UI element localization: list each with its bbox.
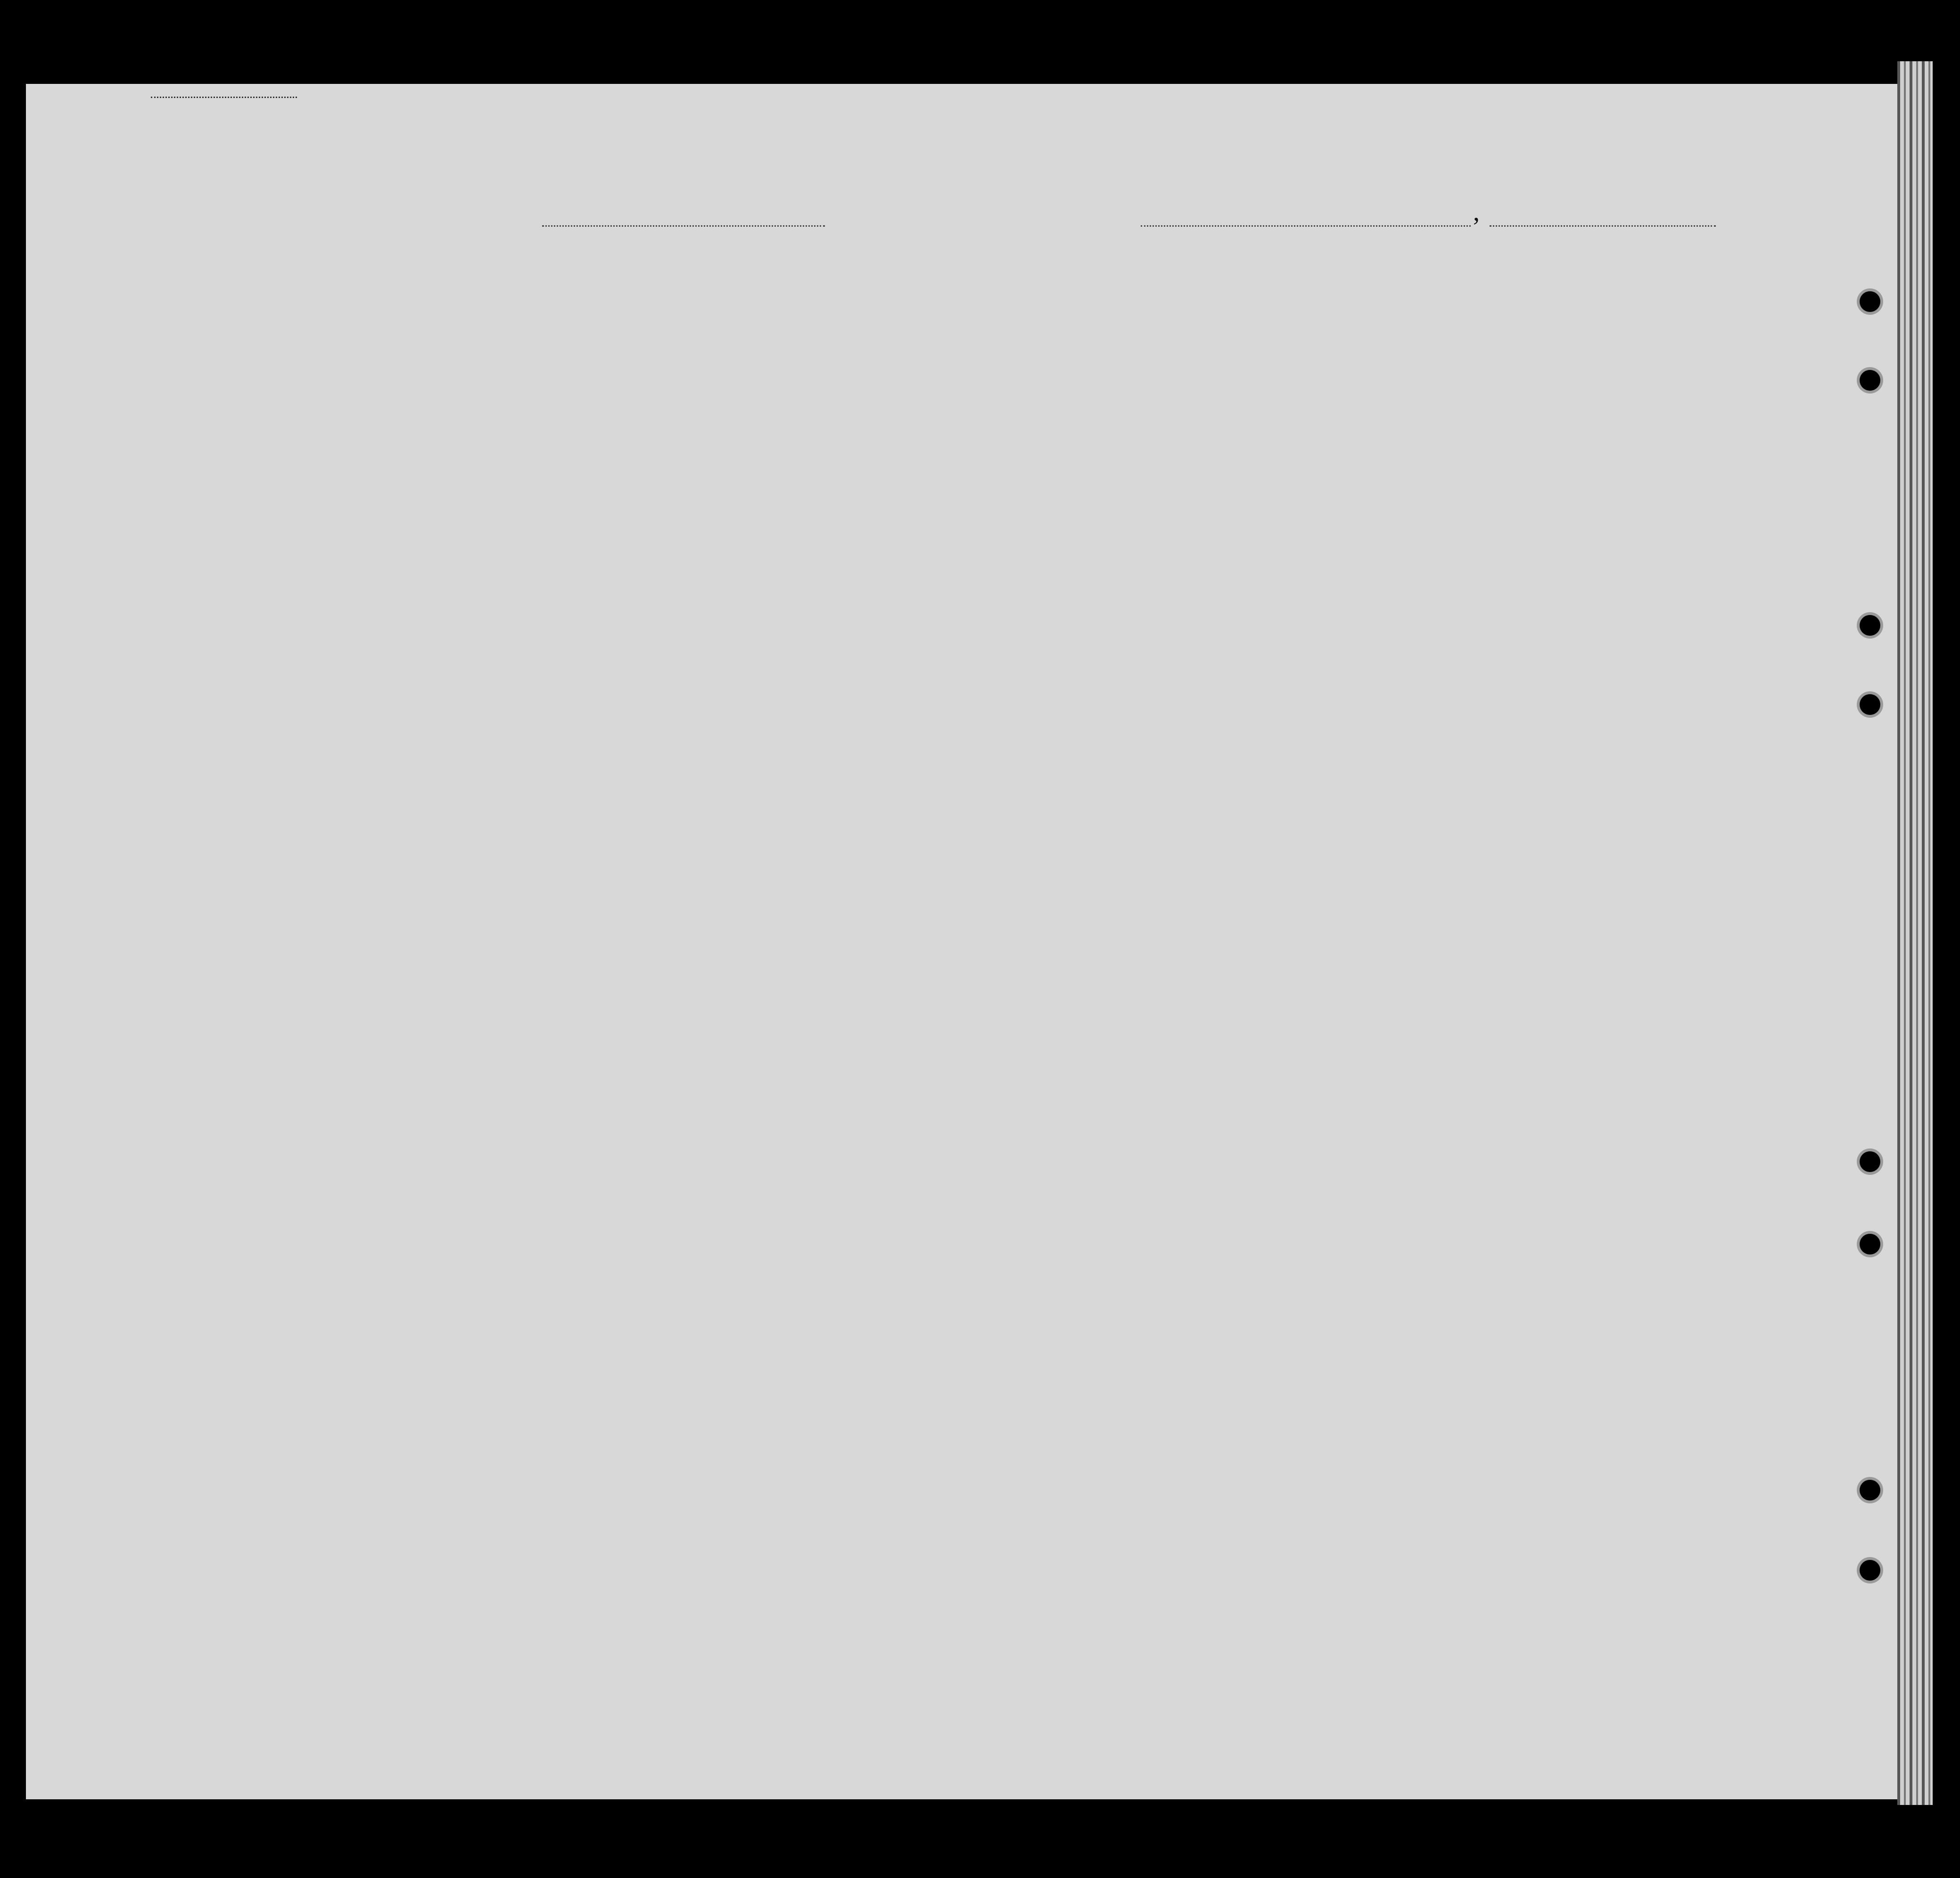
binder-hole (1860, 1151, 1880, 1172)
binder-hole (1860, 1234, 1880, 1255)
binder-hole (1860, 291, 1880, 312)
binder-hole (1860, 370, 1880, 391)
binder-hole (1860, 1560, 1880, 1581)
binder-hole (1860, 1480, 1880, 1501)
binder-hole (1860, 615, 1880, 636)
binder-hole (1860, 694, 1880, 715)
